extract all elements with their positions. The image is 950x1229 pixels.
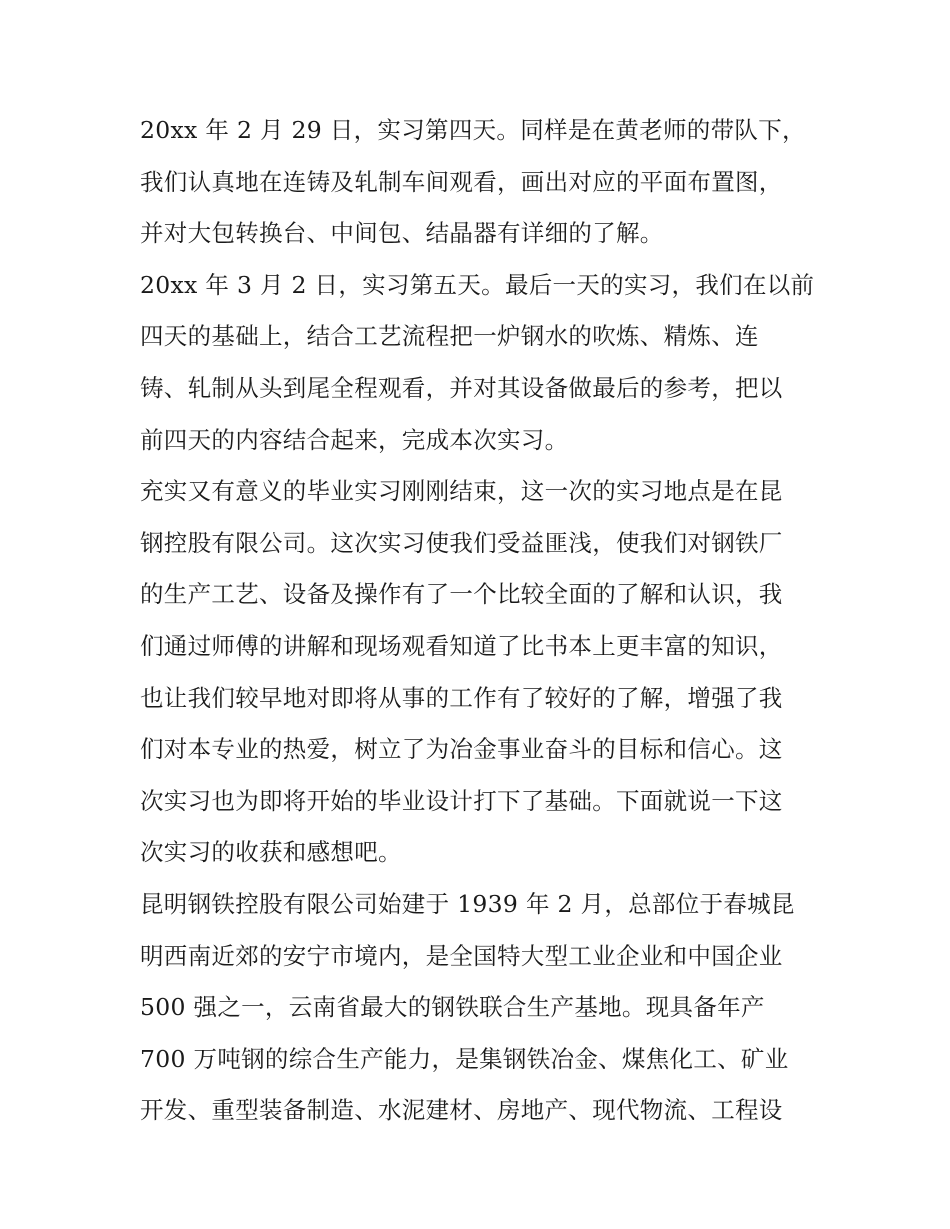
text-line: 明西南近郊的安宁市境内，是全国特大型工业企业和中国企业 xyxy=(140,941,783,970)
text-line: 铸、轧制从头到尾全程观看，并对其设备做最后的参考，把以 xyxy=(140,373,783,402)
text-line: 四天的基础上，结合工艺流程把一炉钢水的吹炼、精炼、连 xyxy=(140,322,759,351)
text-line: 充实又有意义的毕业实习刚刚结束，这一次的实习地点是在昆 xyxy=(140,477,783,506)
text-line: 并对大包转换台、中间包、结晶器有详细的了解。 xyxy=(140,219,664,248)
text-line: 开发、重型装备制造、水泥建材、房地产、现代物流、工程设 xyxy=(140,1096,783,1125)
text-line: 次实习也为即将开始的毕业设计打下了基础。下面就说一下这 xyxy=(140,786,783,815)
text-line: 们通过师傅的讲解和现场观看知道了比书本上更丰富的知识， xyxy=(140,631,783,660)
text-line: 前四天的内容结合起来，完成本次实习。 xyxy=(140,425,569,454)
text-line: 的生产工艺、设备及操作有了一个比较全面的了解和认识，我 xyxy=(140,580,783,609)
text-line: 钢控股有限公司。这次实习使我们受益匪浅，使我们对钢铁厂 xyxy=(140,528,783,557)
text-line: 也让我们较早地对即将从事的工作有了较好的了解，增强了我 xyxy=(140,683,783,712)
text-line: 次实习的收获和感想吧。 xyxy=(140,838,402,867)
text-line: 500 强之一，云南省最大的钢铁联合生产基地。现具备年产 xyxy=(140,993,765,1022)
text-line: 700 万吨钢的综合生产能力，是集钢铁冶金、煤焦化工、矿业 xyxy=(140,1044,789,1073)
text-line: 们对本专业的热爱，树立了为冶金事业奋斗的目标和信心。这 xyxy=(140,735,783,764)
text-line: 昆明钢铁控股有限公司始建于 1939 年 2 月，总部位于春城昆 xyxy=(140,889,795,918)
text-line: 20xx 年 3 月 2 日，实习第五天。最后一天的实习，我们在以前 xyxy=(140,270,815,299)
text-line: 20xx 年 2 月 29 日，实习第四天。同样是在黄老师的带队下， xyxy=(140,116,806,144)
document-body xyxy=(140,111,830,1143)
text-line: 我们认真地在连铸及轧制车间观看，画出对应的平面布置图， xyxy=(140,167,783,196)
